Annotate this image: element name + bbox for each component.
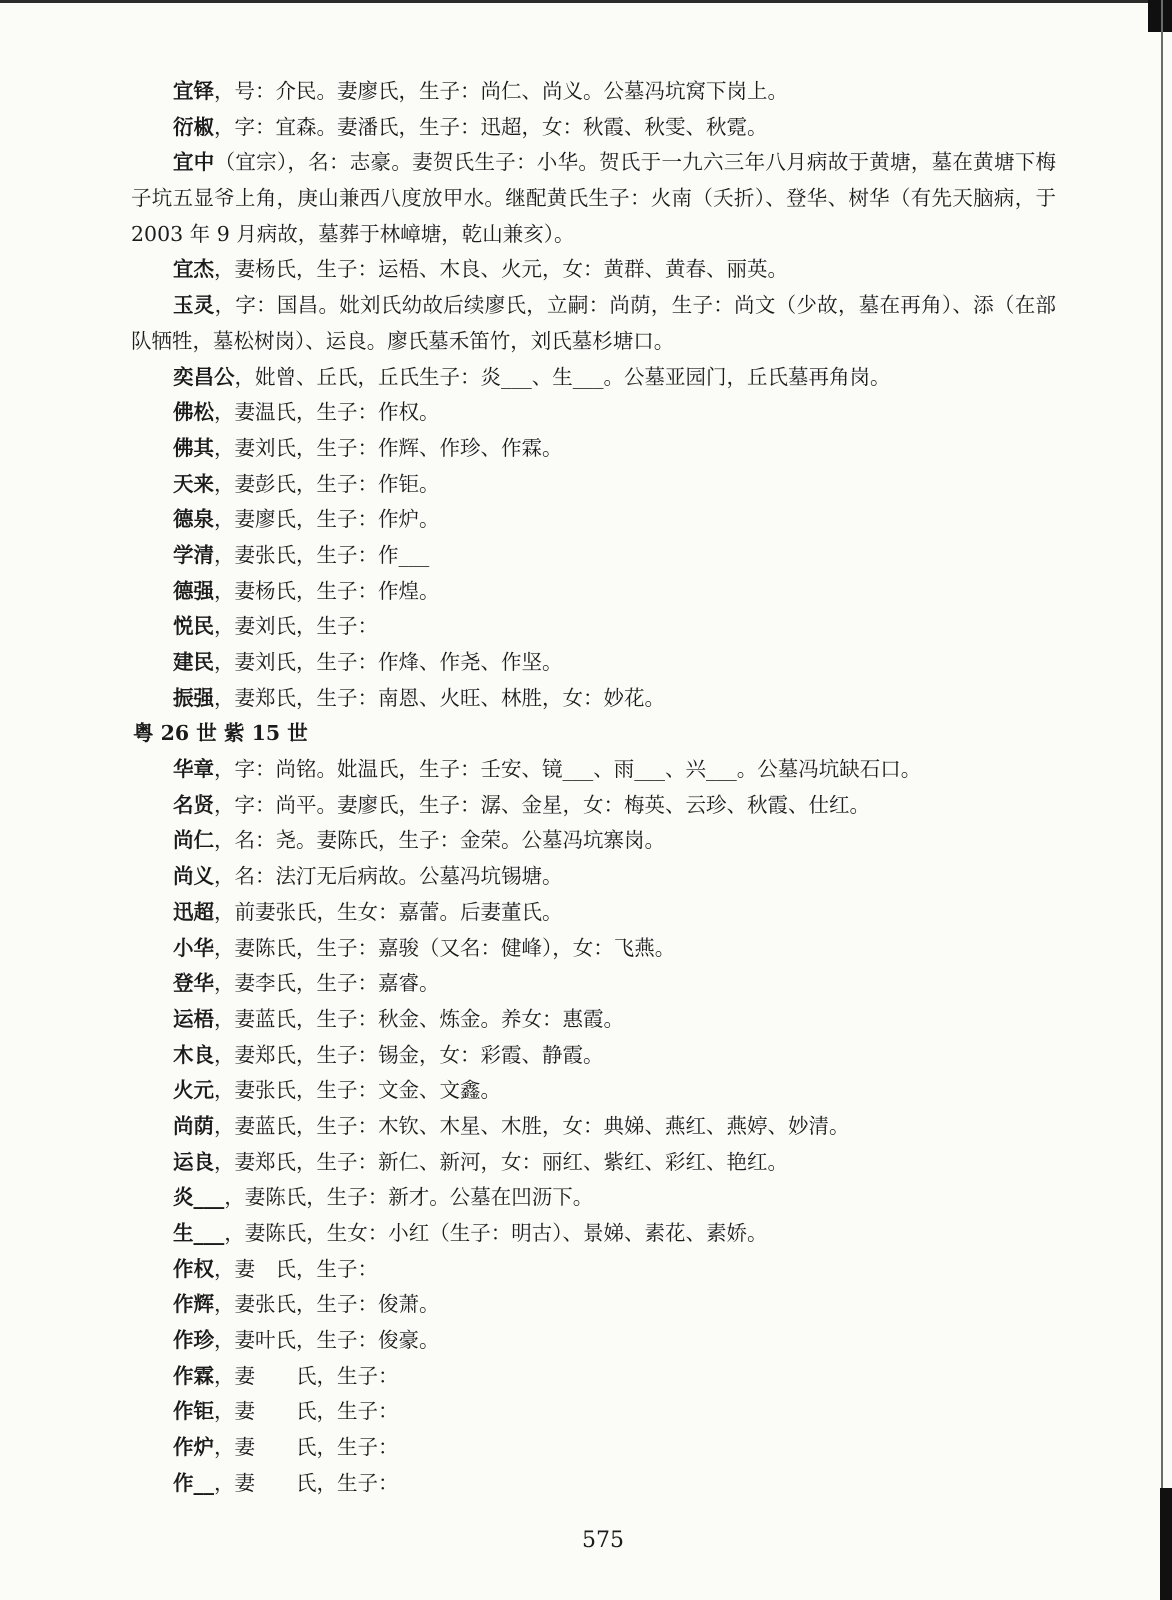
page-number: 575 [582, 1528, 624, 1553]
genealogy-entry [0, 752, 1172, 788]
entry-text: ，妻 氏，生子： [214, 1399, 399, 1424]
genealogy-entry [0, 1038, 1172, 1074]
genealogy-entry [0, 1252, 1172, 1288]
person-name: 建民 [173, 650, 214, 674]
person-name: 作珍 [173, 1328, 214, 1353]
entry-line [173, 823, 1056, 859]
genealogy-entry [0, 467, 1172, 503]
entry-text: ，妻 氏，生子： [214, 1435, 399, 1460]
person-name: 尚义 [173, 864, 214, 889]
entry-line [173, 1109, 1056, 1145]
entry-line [173, 74, 1056, 110]
genealogy-entry [0, 1466, 1172, 1502]
entry-text: ，妻郑氏，生子：锡金，女：彩霞、静霞。 [214, 1042, 604, 1067]
person-name: 学清 [173, 542, 214, 567]
genealogy-entry [0, 1180, 1172, 1216]
entry-text: ，妻刘氏，生子：作烽、作尧、作坚。 [214, 650, 563, 674]
person-name: 小华 [173, 935, 214, 960]
entry-text: ，妻陈氏，生子：新才。公墓在凹沥下。 [224, 1185, 594, 1210]
person-name: 生___ [173, 1221, 225, 1245]
entry-line [173, 752, 1056, 788]
entry-text: ，妻温氏，生子：作权。 [214, 400, 440, 425]
entry-text: ，妻刘氏，生子：作辉、作珍、作霖。 [214, 435, 563, 460]
person-name: 作钜 [173, 1399, 214, 1424]
entry-text: ，妣曾、丘氏，丘氏生子：炎___、生___。公墓亚园门，丘氏墓再角岗。 [234, 364, 891, 389]
genealogy-entry [0, 252, 1172, 288]
entry-text: ，妻郑氏，生子：新仁、新河，女：丽红、紫红、彩红、艳红。 [214, 1149, 788, 1174]
genealogy-entry [0, 360, 1172, 396]
entry-text: ，妻蓝氏，生子：木钦、木星、木胜，女：典娣、燕红、燕婷、妙清。 [214, 1113, 850, 1138]
genealogy-entry [0, 431, 1172, 467]
entry-text: ，妻陈氏，生女：小红（生子：明古）、景娣、素花、素娇。 [224, 1221, 768, 1245]
entry-line [173, 1216, 1056, 1252]
person-name: 作辉 [173, 1292, 214, 1317]
genealogy-entry [0, 788, 1172, 824]
person-name: 宜铎 [173, 79, 214, 103]
genealogy-entry [0, 895, 1172, 931]
entry-text: （宜宗），名：志豪。妻贺氏生子：小华。贺氏于一九六三年八月病故于黄塘，墓在黄塘下梅 [214, 150, 1057, 175]
entry-line [173, 1287, 1056, 1323]
person-name: 奕昌公 [173, 364, 235, 389]
entry-line [173, 1430, 1056, 1466]
person-name: 作权 [173, 1256, 214, 1281]
entry-line [173, 110, 1056, 146]
entry-text: ，妻李氏，生子：嘉睿。 [214, 971, 440, 996]
entry-text: ，妻叶氏，生子：俊豪。 [214, 1328, 440, 1353]
entry-text: ，妻刘氏，生子： [214, 614, 378, 639]
entry-line [173, 1002, 1056, 1038]
genealogy-entry [0, 1145, 1172, 1181]
entry-line [173, 645, 1056, 681]
entry-text: ，字：尚铭。妣温氏，生子：壬安、镜___、雨___、兴___。公墓冯坑缺石口。 [214, 757, 922, 782]
person-name: 华章 [173, 757, 214, 782]
genealogy-entry [0, 1287, 1172, 1323]
entry-text: ，妻蓝氏，生子：秋金、炼金。养女：惠霞。 [214, 1006, 624, 1031]
person-name: 宜中 [173, 150, 215, 175]
entry-text: ，字：宜森。妻潘氏，生子：迅超，女：秋霞、秋雯、秋霓。 [214, 114, 768, 139]
entry-continuation-line [131, 324, 1056, 360]
genealogy-entry [0, 645, 1172, 681]
person-name: 德泉 [173, 507, 214, 532]
scan-edge-corner [1148, 0, 1172, 32]
entry-text: 子坑五显爷上角，庚山兼西八度放甲水。继配黄氏生子：火南（夭折）、登华、树华（有先天脑病，于 [131, 186, 1056, 211]
entry-line [173, 395, 1056, 431]
entry-line [173, 788, 1056, 824]
person-name: 衍椒 [173, 114, 214, 139]
genealogy-entry [0, 574, 1172, 610]
person-name: 炎___ [173, 1185, 225, 1210]
genealogy-entry [0, 1216, 1172, 1252]
genealogy-entry [0, 502, 1172, 538]
entry-line [173, 574, 1056, 610]
entry-text: ，妻郑氏，生子：南恩、火旺、林胜，女：妙花。 [214, 685, 665, 710]
genealogy-entry [0, 110, 1172, 146]
entry-line [173, 1073, 1056, 1109]
entry-text: ，前妻张氏，生女：嘉蕾。后妻董氏。 [214, 899, 563, 924]
entry-line [173, 1359, 1056, 1395]
entry-line [173, 966, 1056, 1002]
entry-line [173, 609, 1056, 645]
person-name: 木良 [173, 1042, 214, 1067]
entry-line [173, 1038, 1056, 1074]
entry-continuation-line [131, 217, 1056, 253]
entry-line [173, 931, 1056, 967]
genealogy-entry [0, 823, 1172, 859]
entry-line [173, 1394, 1056, 1430]
entry-line [173, 431, 1056, 467]
entry-line [173, 360, 1056, 396]
person-name: 玉灵 [173, 293, 215, 318]
entry-text: ，名：尧。妻陈氏，生子：金荣。公墓冯坑寨岗。 [214, 828, 665, 853]
person-name: 尚仁 [173, 828, 214, 853]
genealogy-entry [0, 1323, 1172, 1359]
scan-edge-bottom-right [1160, 1488, 1172, 1600]
entry-text: ，妻杨氏，生子：作煌。 [214, 578, 440, 603]
person-name: 名贤 [173, 792, 214, 817]
genealogy-entry [0, 74, 1172, 110]
entry-text: ，妻张氏，生子：文金、文鑫。 [214, 1078, 501, 1103]
entry-text: ，妻张氏，生子：俊萧。 [214, 1292, 440, 1317]
genealogy-entry [0, 145, 1172, 252]
genealogy-entry [0, 931, 1172, 967]
entry-text: ，号：介民。妻廖氏，生子：尚仁、尚义。公墓冯坑窝下岗上。 [214, 79, 788, 103]
entry-line [173, 1252, 1056, 1288]
genealogy-entry [0, 609, 1172, 645]
entry-continuation-line [131, 181, 1056, 217]
genealogy-text-body [0, 74, 1172, 1502]
entry-line [173, 252, 1056, 288]
entry-line [173, 1323, 1056, 1359]
person-name: 作霖 [173, 1363, 214, 1388]
person-name: 天来 [173, 471, 214, 496]
person-name: 运良 [173, 1149, 214, 1174]
scan-edge-top [0, 0, 1172, 3]
entry-text: ，妻 氏，生子： [214, 1256, 378, 1281]
genealogy-entry [0, 288, 1172, 359]
entry-line [173, 288, 1056, 324]
entry-line [173, 895, 1056, 931]
entry-line [173, 502, 1056, 538]
genealogy-entry [0, 1073, 1172, 1109]
genealogy-entry [0, 1002, 1172, 1038]
genealogy-entry [0, 1359, 1172, 1395]
genealogy-entry [0, 966, 1172, 1002]
person-name: 宜杰 [173, 257, 214, 282]
person-name: 作__ [173, 1470, 214, 1495]
entry-text: ，字：国昌。妣刘氏幼故后续廖氏，立嗣：尚荫，生子：尚文（少故，墓在再角）、添（在部 [214, 293, 1057, 318]
entry-line [173, 859, 1056, 895]
person-name: 佛其 [173, 435, 214, 460]
entry-line [173, 681, 1056, 717]
entry-line [173, 1466, 1056, 1502]
entry-text: 队牺牲，墓松树岗）、运良。廖氏墓禾笛竹，刘氏墓杉塘口。 [131, 328, 675, 353]
entry-text: ，妻陈氏，生子：嘉骏（又名：健峰），女：飞燕。 [214, 935, 676, 960]
entry-line [173, 145, 1056, 181]
entry-line [173, 1145, 1056, 1181]
person-name: 作炉 [173, 1435, 214, 1460]
entry-text: ，妻彭氏，生子：作钜。 [214, 471, 440, 496]
entry-text: ，妻廖氏，生子：作炉。 [214, 507, 440, 532]
person-name: 悦民 [173, 614, 214, 639]
entry-text: ，妻 氏，生子： [214, 1363, 399, 1388]
entry-text: ，妻 氏，生子： [214, 1470, 399, 1495]
entry-text: ，妻杨氏，生子：运梧、木良、火元，女：黄群、黄春、丽英。 [214, 257, 788, 282]
person-name: 运梧 [173, 1006, 214, 1031]
entry-line [173, 467, 1056, 503]
genealogy-entry [0, 859, 1172, 895]
person-name: 登华 [173, 971, 214, 996]
entry-text: ，名：法汀无后病故。公墓冯坑锡塘。 [214, 864, 563, 889]
genealogy-entry [0, 1109, 1172, 1145]
person-name: 尚荫 [173, 1113, 214, 1138]
entry-text: 2003 年 9 月病故，墓葬于林嶂塘，乾山兼亥）。 [131, 221, 575, 246]
entry-text: ，字：尚平。妻廖氏，生子：潺、金星，女：梅英、云珍、秋霞、仕红。 [214, 792, 870, 817]
entry-line [173, 538, 1056, 574]
generation-heading: 粤 26 世 紫 15 世 [133, 721, 308, 746]
entry-text: ，妻张氏，生子：作___ [214, 542, 430, 567]
entry-line [173, 1180, 1056, 1216]
person-name: 振强 [173, 685, 214, 710]
person-name: 佛松 [173, 400, 214, 425]
genealogy-entry [0, 681, 1172, 717]
genealogy-entry [0, 538, 1172, 574]
genealogy-entry [0, 1430, 1172, 1466]
person-name: 德强 [173, 578, 214, 603]
person-name: 火元 [173, 1078, 214, 1103]
genealogy-entry [0, 395, 1172, 431]
person-name: 迅超 [173, 899, 214, 924]
genealogy-entry [0, 1394, 1172, 1430]
